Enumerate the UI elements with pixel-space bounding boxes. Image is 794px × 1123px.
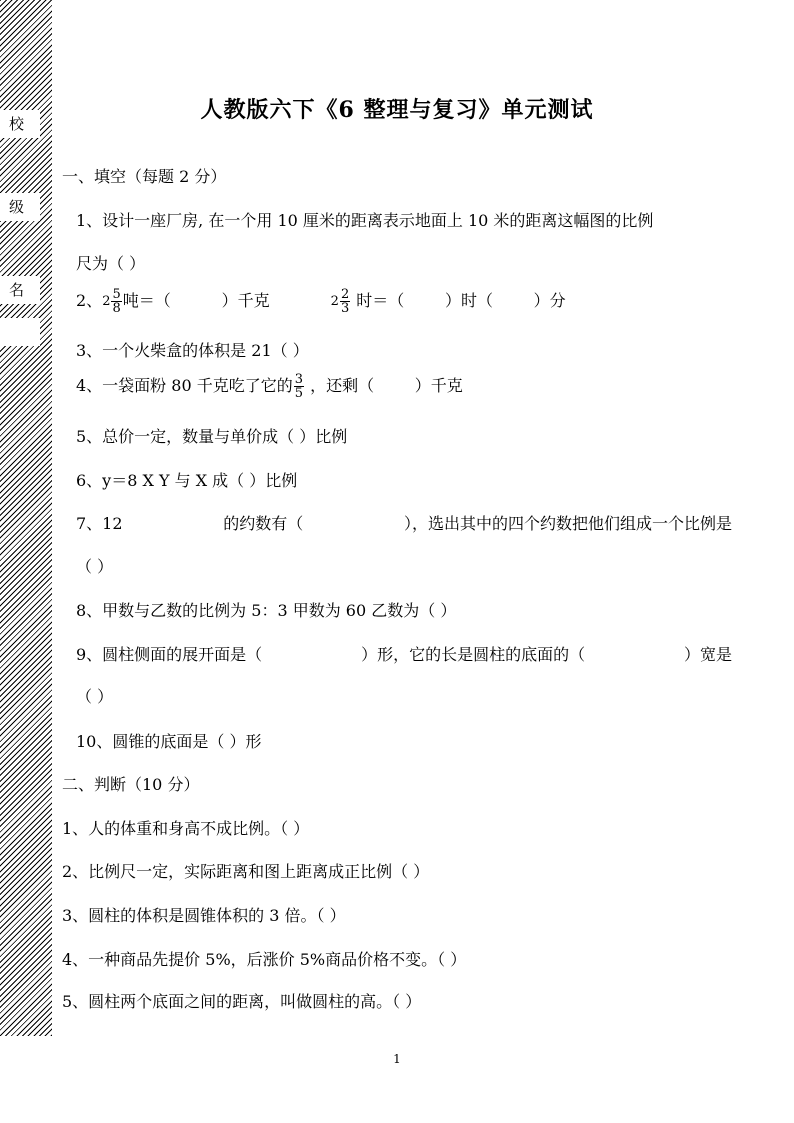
question-4: [76, 373, 463, 400]
section-2-heading: 二、判断（10 分）: [62, 775, 200, 794]
question-9-part-2: ）形，它的长是圆柱的底面的（: [361, 645, 586, 664]
question-7-part-1: 7、12: [76, 514, 123, 533]
question-8: 8、甲数与乙数的比例为 5：3 甲数为 60 乙数为（ ）: [76, 601, 457, 620]
section-1-heading: 一、填空（每题 2 分）: [62, 167, 227, 186]
page-number: 1: [393, 1052, 401, 1066]
question-10: 10、圆锥的底面是（ ）形: [76, 732, 262, 751]
mixed-number-whole-2: 2: [330, 294, 339, 309]
question-9-line-1: [76, 642, 732, 665]
judgement-item-3: 3、圆柱的体积是圆锥体积的 3 倍。（ ）: [62, 906, 346, 925]
question-2: [76, 288, 566, 315]
page-title: 人教版六下《6 整理与复习》单元测试: [200, 97, 594, 123]
question-7-line-1: [76, 511, 732, 534]
fraction-1: [111, 288, 121, 315]
question-7-part-2: 的约数有（: [223, 514, 304, 533]
fraction-3-denominator: 5: [294, 386, 303, 401]
fraction-2-denominator: 3: [340, 301, 350, 316]
fraction-3-numerator: 3: [294, 372, 303, 387]
question-4-prefix: 4、一袋面粉 80 千克吃了它的: [76, 376, 293, 395]
judgement-item-1: 1、人的体重和身高不成比例。（ ）: [62, 819, 310, 838]
question-2-suffix: 时＝（ ）时（ ）分: [351, 291, 566, 310]
question-9-part-1: 9、圆柱侧面的展开面是（: [76, 645, 263, 664]
margin-label-class: 级: [0, 193, 40, 221]
binding-margin: [0, 0, 52, 1036]
fraction-2-numerator: 2: [340, 287, 350, 302]
question-2-prefix: 2、: [76, 291, 103, 310]
question-9-line-2: （ ）: [76, 687, 114, 706]
fraction-2: [340, 288, 350, 315]
margin-label-school: 校: [0, 110, 40, 138]
judgement-item-4: 4、一种商品先提价 5%，后涨价 5%商品价格不变。（ ）: [62, 950, 467, 969]
question-3: 3、一个火柴盒的体积是 21（ ）: [76, 341, 309, 360]
question-7-line-2: （ ）: [76, 557, 114, 576]
fraction-1-denominator: 8: [112, 301, 121, 316]
question-6: 6、y＝8 X Y 与 X 成（ ）比例: [76, 471, 298, 490]
fraction-1-numerator: 5: [112, 287, 121, 302]
judgement-item-5: 5、圆柱两个底面之间的距离，叫做圆柱的高。（ ）: [62, 992, 422, 1011]
question-1-line-1: 1、设计一座厂房, 在一个用 10 厘米的距离表示地面上 10 米的距离这幅图的比例: [76, 211, 654, 230]
question-7-part-3: ），选出其中的四个约数把他们组成一个比例是: [403, 514, 732, 533]
question-4-suffix: ，还剩（ ）千克: [305, 376, 463, 395]
margin-label-name: 名: [0, 276, 40, 304]
margin-blank-box: [0, 318, 40, 346]
judgement-item-2: 2、比例尺一定，实际距离和图上距离成正比例（ ）: [62, 862, 430, 881]
question-2-middle: 吨＝（ ）千克: [122, 291, 331, 310]
question-9-part-3: ）宽是: [683, 645, 732, 664]
mixed-number-whole-1: 2: [102, 294, 111, 309]
fraction-3: [294, 373, 304, 400]
question-5: 5、总价一定，数量与单价成（ ）比例: [76, 427, 348, 446]
question-1-line-2: 尺为（ ）: [76, 254, 146, 273]
